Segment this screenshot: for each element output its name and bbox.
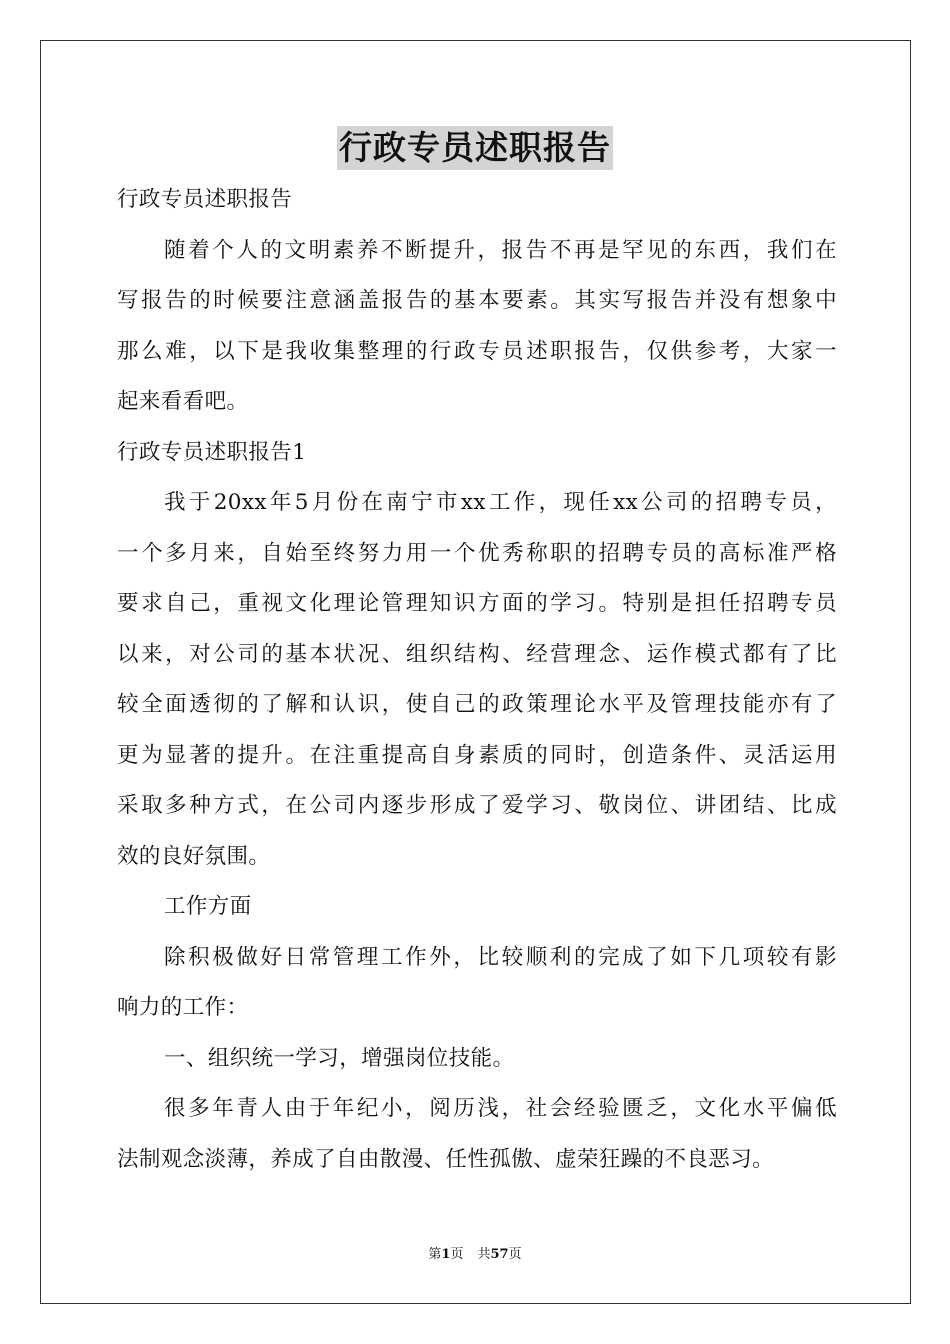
text-line: 响力的工作：	[117, 995, 249, 1020]
text-line: 效的良好氛围。	[117, 843, 271, 869]
text-line: 一、组织统一学习，增强岗位技能。	[164, 1045, 515, 1071]
page-suffix: 页	[450, 1247, 464, 1262]
document-body	[117, 175, 837, 1185]
text-line: 写报告的时候要注意涵盖报告的基本要素。其实写报告并没有想象中	[117, 288, 837, 313]
text-line: 那么难，以下是我收集整理的行政专员述职报告，仅供参考，大家一	[117, 338, 837, 364]
text-line: 以来，对公司的基本状况、组织结构、经营理念、运作模式都有了比	[117, 641, 837, 667]
text-line: 起来看看吧。	[117, 389, 249, 414]
text-line: 行政专员述职报告1	[117, 439, 307, 465]
text-line: 我于20xx年5月份在南宁市xx工作，现任xx公司的招聘专员，	[164, 490, 837, 515]
page-prefix: 第	[428, 1247, 442, 1262]
total-pages-number: 57	[490, 1247, 509, 1262]
current-page-number: 1	[441, 1247, 451, 1262]
text-line: 一个多月来，自始至终努力用一个优秀称职的招聘专员的高标准严格	[117, 540, 837, 566]
text-line: 工作方面	[164, 894, 252, 919]
total-prefix: 共	[477, 1247, 491, 1262]
text-line: 要求自己，重视文化理论管理知识方面的学习。特别是担任招聘专员	[117, 591, 837, 616]
text-line: 更为显著的提升。在注重提高自身素质的同时，创造条件、灵活运用	[117, 742, 837, 768]
page-footer	[0, 1245, 950, 1265]
title-container	[0, 126, 950, 170]
text-line: 行政专员述职报告	[117, 187, 293, 212]
text-line: 较全面透彻的了解和认识，使自己的政策理论水平及管理技能亦有了	[117, 692, 837, 717]
text-line: 法制观念淡薄，养成了自由散漫、任性孤傲、虚荣狂躁的不良恶习。	[117, 1146, 775, 1172]
text-line: 除积极做好日常管理工作外，比较顺利的完成了如下几项较有影	[164, 944, 837, 970]
text-line: 采取多种方式，在公司内逐步形成了爱学习、敬岗位、讲团结、比成	[117, 793, 837, 818]
total-suffix: 页	[508, 1247, 522, 1262]
text-line: 很多年青人由于年纪小，阅历浅，社会经验匮乏，文化水平偏低	[164, 1096, 837, 1121]
text-line: 随着个人的文明素养不断提升，报告不再是罕见的东西，我们在	[164, 237, 837, 263]
document-title: 行政专员述职报告	[337, 126, 613, 170]
